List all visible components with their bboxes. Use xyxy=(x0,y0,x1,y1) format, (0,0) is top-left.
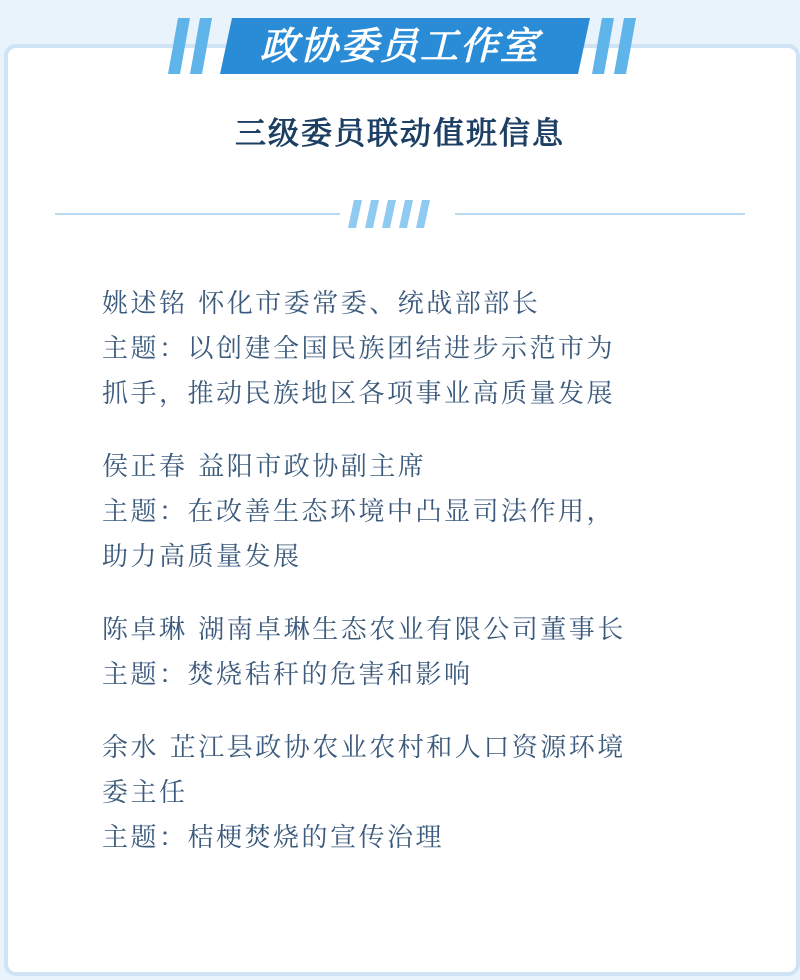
entry-topic-line: 主题：在改善生态环境中凸显司法作用， xyxy=(102,497,616,527)
duty-entries xyxy=(102,282,722,889)
banner-left-stripe xyxy=(168,18,190,74)
banner-right-stripe xyxy=(592,18,614,74)
entry-name-line: 侯正春 益阳市政协副主席 xyxy=(102,452,427,482)
duty-entry xyxy=(102,608,722,698)
banner-left-stripe xyxy=(190,18,212,74)
section-divider xyxy=(55,196,745,232)
page-subtitle: 三级委员联动值班信息 xyxy=(235,116,565,152)
banner-title: 政协委员工作室 xyxy=(259,23,540,68)
divider-stripes xyxy=(348,200,430,228)
entry-name-line: 姚述铭 怀化市委常委、统战部部长 xyxy=(102,289,541,319)
entry-topic-line: 助力高质量发展 xyxy=(102,542,302,572)
entry-topic-line: 主题：焚烧秸秆的危害和影响 xyxy=(102,660,473,690)
entry-name-line: 委主任 xyxy=(102,778,188,808)
entry-topic-line: 主题：桔梗焚烧的宣传治理 xyxy=(102,823,445,853)
duty-entry xyxy=(102,726,722,861)
header-banner xyxy=(160,14,640,78)
duty-entry xyxy=(102,445,722,580)
entry-name-line: 陈卓琳 湖南卓琳生态农业有限公司董事长 xyxy=(102,615,626,645)
entry-topic-line: 主题：以创建全国民族团结进步示范市为 xyxy=(102,334,616,364)
banner-right-stripe xyxy=(614,18,636,74)
entry-topic-line: 抓手，推动民族地区各项事业高质量发展 xyxy=(102,379,616,409)
duty-entry xyxy=(102,282,722,417)
entry-name-line: 余水 芷江县政协农业农村和人口资源环境 xyxy=(102,733,626,763)
